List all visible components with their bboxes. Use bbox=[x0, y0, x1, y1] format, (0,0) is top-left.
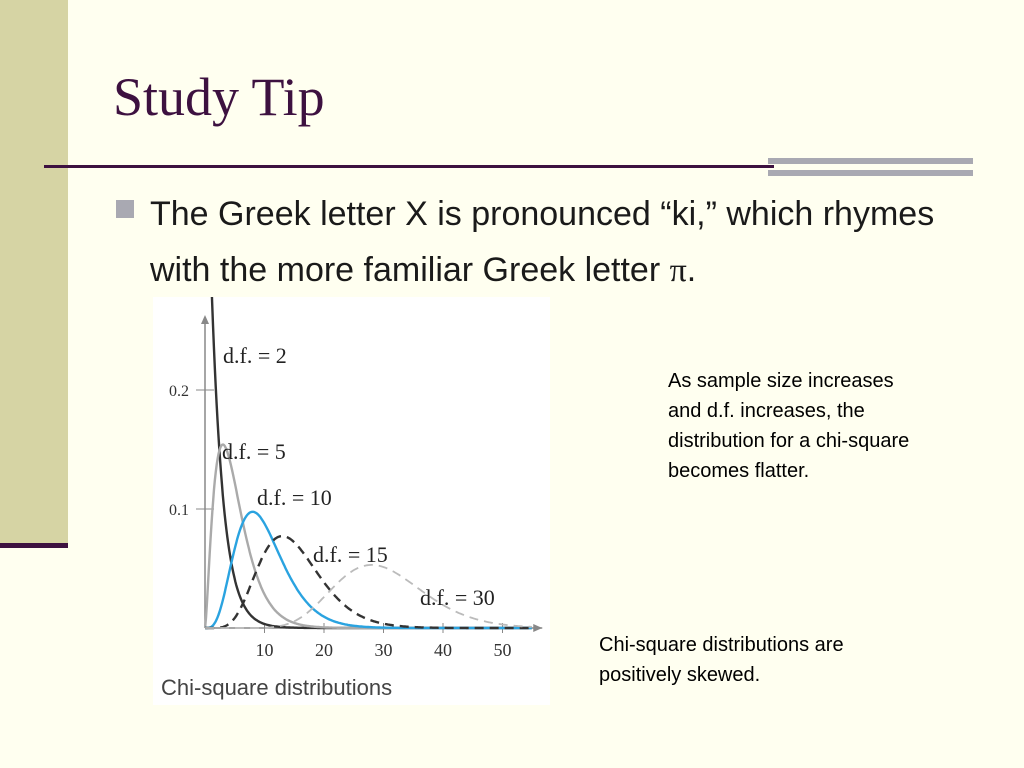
side-band-rule bbox=[0, 543, 68, 548]
note-skewed: Chi-square distributions are positively skewed. bbox=[599, 634, 844, 686]
y-axis-arrow bbox=[201, 315, 209, 324]
pi-symbol: π bbox=[669, 252, 687, 289]
decorative-rule-bottom bbox=[768, 170, 973, 176]
note-flatter: As sample size increases and d.f. increases, the distribution for a chi-square becomes flatter. bbox=[668, 370, 910, 482]
bullet-text bbox=[150, 186, 970, 299]
y-tick-label: 0.1 bbox=[169, 502, 189, 519]
square-bullet-icon bbox=[116, 200, 134, 218]
chart-caption: Chi-square distributions bbox=[161, 675, 393, 700]
side-band bbox=[0, 0, 68, 543]
x-tick-label: 50 bbox=[493, 640, 512, 660]
title-divider bbox=[44, 165, 774, 168]
chi-square-figure bbox=[153, 297, 550, 705]
series-label-df-30: d.f. = 30 bbox=[420, 585, 495, 610]
slide-title: Study Tip bbox=[113, 67, 325, 127]
x-axis-arrow bbox=[533, 624, 542, 632]
x-tick-label: 40 bbox=[434, 640, 452, 660]
x-tick-label: 20 bbox=[315, 640, 333, 660]
bullet-text-body: The Greek letter X is pronounced “ki,” which rhymes with the more familiar Greek letter bbox=[150, 195, 935, 289]
y-tick-label: 0.2 bbox=[169, 383, 189, 400]
series-label-df-5: d.f. = 5 bbox=[222, 439, 286, 464]
series-label-df-10: d.f. = 10 bbox=[257, 485, 332, 510]
bullet-period: . bbox=[686, 251, 697, 289]
x-tick-label: 30 bbox=[374, 640, 393, 660]
decorative-rule-top bbox=[768, 158, 973, 164]
series-label-df-15: d.f. = 15 bbox=[313, 542, 388, 567]
x-tick-label: 10 bbox=[255, 640, 274, 660]
chi-square-chart bbox=[153, 297, 550, 705]
series-label-df-2: d.f. = 2 bbox=[223, 343, 287, 368]
